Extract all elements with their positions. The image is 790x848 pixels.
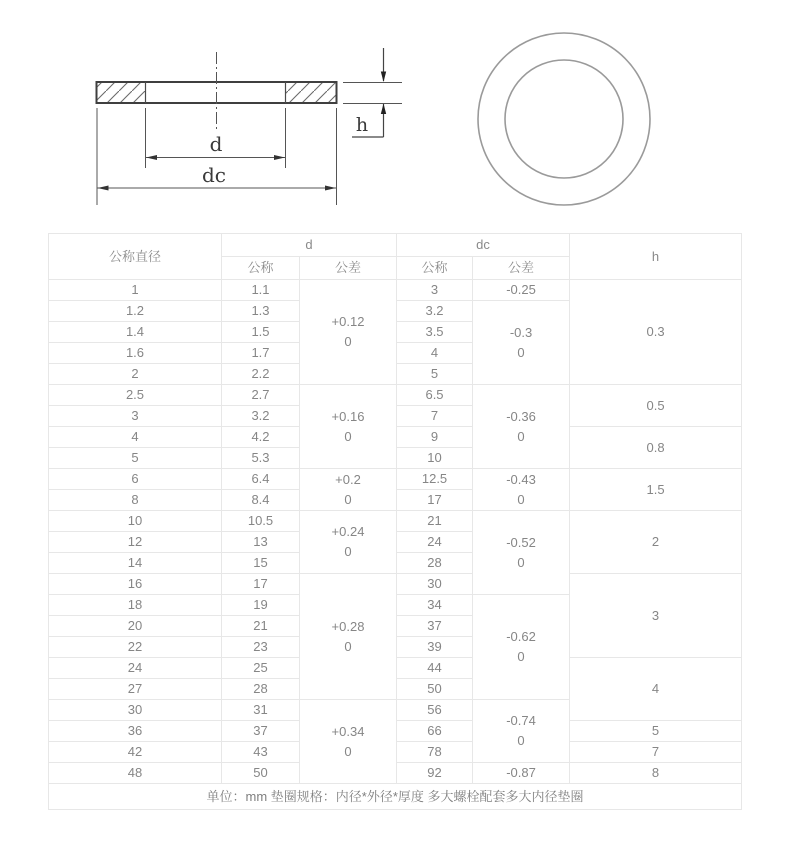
cell-h: 3: [570, 574, 742, 658]
unit-note: 单位：mm 垫圈规格：内径*外径*厚度 多大螺栓配套多大内径垫圈: [49, 784, 742, 810]
cell-dc-tolerance: -0.74 0: [473, 700, 570, 763]
cell-nominal-diameter: 1.4: [49, 322, 222, 343]
dimension-h: [343, 48, 402, 137]
cell-nominal-diameter: 1.2: [49, 301, 222, 322]
cell-nominal-diameter: 30: [49, 700, 222, 721]
header-d-tolerance: 公差: [300, 257, 397, 280]
cell-h: 1.5: [570, 469, 742, 511]
arrowhead-down-icon: [381, 72, 386, 83]
cell-dc-tolerance: -0.43 0: [473, 469, 570, 511]
cell-h: 0.8: [570, 427, 742, 469]
header-nominal-diameter: 公称直径: [49, 234, 222, 280]
washer-technical-drawing: [0, 0, 790, 230]
cell-h: 4: [570, 658, 742, 721]
cell-dc-nominal: 39: [397, 637, 473, 658]
arrowhead-left-icon: [98, 186, 109, 191]
cell-dc-nominal: 56: [397, 700, 473, 721]
cell-nominal-diameter: 24: [49, 658, 222, 679]
cell-dc-nominal: 21: [397, 511, 473, 532]
cell-d-nominal: 25: [222, 658, 300, 679]
cell-d-nominal: 1.5: [222, 322, 300, 343]
arrowhead-left-icon: [146, 155, 157, 160]
header-d-group: d: [222, 234, 397, 257]
cell-nominal-diameter: 6: [49, 469, 222, 490]
cell-dc-nominal: 24: [397, 532, 473, 553]
dimension-label-h: h: [355, 114, 369, 136]
cell-nominal-diameter: 1: [49, 280, 222, 301]
cell-dc-tolerance: -0.36 0: [473, 385, 570, 469]
cell-dc-nominal: 78: [397, 742, 473, 763]
cell-h: 0.3: [570, 280, 742, 385]
cell-dc-nominal: 17: [397, 490, 473, 511]
cell-dc-nominal: 4: [397, 343, 473, 364]
cell-d-nominal: 6.4: [222, 469, 300, 490]
cell-dc-tolerance: -0.52 0: [473, 511, 570, 595]
cell-d-tolerance: +0.28 0: [300, 574, 397, 700]
cell-dc-nominal: 3.2: [397, 301, 473, 322]
cell-d-nominal: 28: [222, 679, 300, 700]
inner-circle: [505, 60, 623, 178]
hatch-right: [286, 82, 337, 103]
cell-dc-nominal: 3: [397, 280, 473, 301]
cell-dc-nominal: 30: [397, 574, 473, 595]
dimension-label-d: d: [209, 132, 223, 156]
cell-dc-tolerance: -0.87: [473, 763, 570, 784]
cell-dc-tolerance: -0.3 0: [473, 301, 570, 385]
cell-nominal-diameter: 4: [49, 427, 222, 448]
cell-d-nominal: 5.3: [222, 448, 300, 469]
cell-nominal-diameter: 10: [49, 511, 222, 532]
cell-d-nominal: 2.7: [222, 385, 300, 406]
table-row: [49, 469, 742, 490]
cell-d-tolerance: +0.34 0: [300, 700, 397, 784]
cell-d-nominal: 1.3: [222, 301, 300, 322]
cell-d-nominal: 1.7: [222, 343, 300, 364]
cell-nominal-diameter: 48: [49, 763, 222, 784]
cell-dc-nominal: 12.5: [397, 469, 473, 490]
cell-dc-nominal: 5: [397, 364, 473, 385]
cell-d-nominal: 50: [222, 763, 300, 784]
header-h: h: [570, 234, 742, 280]
cell-nominal-diameter: 42: [49, 742, 222, 763]
table-footer-row: [49, 784, 742, 810]
cell-nominal-diameter: 36: [49, 721, 222, 742]
washer-spec-table: [48, 233, 742, 810]
cell-nominal-diameter: 22: [49, 637, 222, 658]
cell-d-nominal: 8.4: [222, 490, 300, 511]
spec-table-header: [49, 234, 742, 280]
cell-dc-nominal: 92: [397, 763, 473, 784]
header-dc-group: dc: [397, 234, 570, 257]
cell-dc-nominal: 9: [397, 427, 473, 448]
dimension-label-dc: dc: [201, 163, 227, 187]
outer-circle: [478, 33, 650, 205]
cell-dc-nominal: 6.5: [397, 385, 473, 406]
header-dc-tolerance: 公差: [473, 257, 570, 280]
cell-dc-nominal: 66: [397, 721, 473, 742]
cell-d-nominal: 23: [222, 637, 300, 658]
cell-nominal-diameter: 2.5: [49, 385, 222, 406]
cell-nominal-diameter: 14: [49, 553, 222, 574]
cell-dc-nominal: 28: [397, 553, 473, 574]
cell-nominal-diameter: 3: [49, 406, 222, 427]
spec-table-body: [49, 280, 742, 784]
cell-h: 5: [570, 721, 742, 742]
cell-dc-tolerance: -0.62 0: [473, 595, 570, 700]
cell-nominal-diameter: 12: [49, 532, 222, 553]
cell-dc-tolerance: -0.25: [473, 280, 570, 301]
washer-cross-section: [97, 48, 403, 205]
cell-nominal-diameter: 5: [49, 448, 222, 469]
cell-dc-nominal: 7: [397, 406, 473, 427]
cell-d-nominal: 21: [222, 616, 300, 637]
arrowhead-up-icon: [381, 104, 386, 115]
cell-nominal-diameter: 18: [49, 595, 222, 616]
cell-d-nominal: 2.2: [222, 364, 300, 385]
cell-h: 0.5: [570, 385, 742, 427]
dimension-d: [146, 108, 286, 168]
cell-nominal-diameter: 1.6: [49, 343, 222, 364]
arrowhead-right-icon: [274, 155, 285, 160]
cell-d-tolerance: +0.12 0: [300, 280, 397, 385]
cell-nominal-diameter: 27: [49, 679, 222, 700]
table-row: [49, 511, 742, 532]
cell-dc-nominal: 3.5: [397, 322, 473, 343]
cell-d-nominal: 43: [222, 742, 300, 763]
cell-nominal-diameter: 16: [49, 574, 222, 595]
cell-d-tolerance: +0.16 0: [300, 385, 397, 469]
cell-dc-nominal: 10: [397, 448, 473, 469]
hatch-left: [97, 82, 146, 103]
cell-h: 7: [570, 742, 742, 763]
cell-d-nominal: 37: [222, 721, 300, 742]
cell-h: 2: [570, 511, 742, 574]
header-d-nominal: 公称: [222, 257, 300, 280]
cell-dc-nominal: 34: [397, 595, 473, 616]
table-row: [49, 280, 742, 301]
cell-d-tolerance: +0.2 0: [300, 469, 397, 511]
cell-h: 8: [570, 763, 742, 784]
cell-nominal-diameter: 20: [49, 616, 222, 637]
cell-d-nominal: 13: [222, 532, 300, 553]
cell-d-tolerance: +0.24 0: [300, 511, 397, 574]
cell-d-nominal: 19: [222, 595, 300, 616]
cell-dc-nominal: 50: [397, 679, 473, 700]
cell-d-nominal: 3.2: [222, 406, 300, 427]
header-dc-nominal: 公称: [397, 257, 473, 280]
arrowhead-right-icon: [325, 186, 336, 191]
cell-d-nominal: 10.5: [222, 511, 300, 532]
cell-d-nominal: 31: [222, 700, 300, 721]
cell-d-nominal: 15: [222, 553, 300, 574]
washer-top-view: [478, 33, 650, 205]
table-row: [49, 385, 742, 406]
table-row: [49, 574, 742, 595]
cell-nominal-diameter: 8: [49, 490, 222, 511]
cell-dc-nominal: 37: [397, 616, 473, 637]
cell-d-nominal: 17: [222, 574, 300, 595]
cell-d-nominal: 4.2: [222, 427, 300, 448]
cell-d-nominal: 1.1: [222, 280, 300, 301]
cell-dc-nominal: 44: [397, 658, 473, 679]
cell-nominal-diameter: 2: [49, 364, 222, 385]
